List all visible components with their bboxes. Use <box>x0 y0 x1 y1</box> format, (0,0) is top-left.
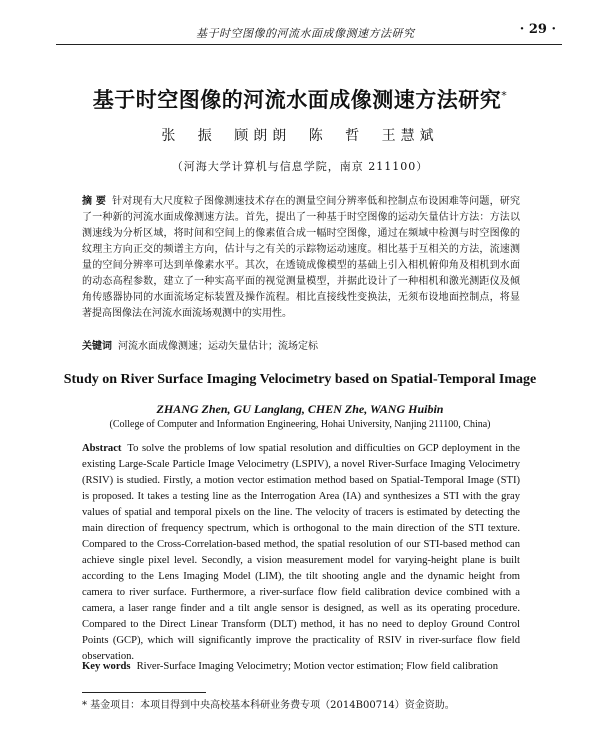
english-affiliation: (College of Computer and Information Engineering, Hohai University, Nanjing 211100, China) <box>109 419 491 430</box>
english-keywords-label: Key words <box>82 661 131 672</box>
running-title: 基于时空图像的河流水面成像测速方法研究 <box>196 27 415 40</box>
chinese-title <box>0 84 600 114</box>
english-abstract <box>82 441 520 665</box>
footnote-divider <box>82 692 206 693</box>
title-footnote-mark: * <box>501 89 508 102</box>
chinese-abstract-label: 摘 要 <box>82 196 107 207</box>
funding-footnote: * 基金项目：本项目得到中央高校基本科研业务费专项（2014B00714）资金资助。 <box>82 700 455 711</box>
chinese-keywords-label: 关键词 <box>82 341 112 352</box>
chinese-authors: 张 振 顾朗朗 陈 哲 王慧斌 <box>161 128 439 144</box>
chinese-affiliation: （河海大学计算机与信息学院，南京 211100） <box>171 160 429 173</box>
english-title: Study on River Surface Imaging Velocimetry based on Spatial-Temporal Image <box>63 372 537 387</box>
chinese-keywords-text: 河流水面成像测速；运动矢量估计；流场定标 <box>118 341 318 352</box>
english-keywords-text: River-Surface Imaging Velocimetry; Motion vector estimation; Flow field calibration <box>136 661 499 672</box>
english-abstract-label: Abstract <box>82 443 122 454</box>
english-authors: ZHANG Zhen, GU Langlang, CHEN Zhe, WANG Huibin <box>156 402 444 416</box>
chinese-abstract-text: 针对现有大尺度粒子图像测速技术存在的测量空间分辨率低和控制点布设困难等问题，研究了一种新的河流水面成像测速方法。首先，提出了一种基于时空图像的运动矢量估计方法：方法以测速线为分析区域，将时间和空间上的像素值合成一幅时空图像，通过在频域中检测与时空图像的纹理主方向正交的频谱主方向，估计与之有关的示踪物运动速度。相比基于互相关的方法，流速测量的空间分辨率可达到单像素水平。其次，在透镜成像模型的基础上引入相机俯仰角及相机到水面的动态高程参数，建立了一种实高平面的视觉测量模型，并据此设计了一种相机和激光测距仪及倾角传感器协同的水面流场定标装置及操作流程。相比直接线性变换法，无须布设地面控制点，将显著提高图像法在河流水面流场观测中的实用性。 <box>82 196 521 319</box>
english-abstract-text: To solve the problems of low spatial resolution and difficulties on GCP deployment in the existing Large-Scale Particle Image Velocimetry (LSPIV), a novel River-Surface Imaging Velocimetry (RSIV) is studied. Firstly, a motion vector estimation method based on Spatial-Temporal Image (STI) is proposed. It takes a testing line as the Interrogation Area (IA) and synthesizes a STI with the gray values of spatial and temporal pixels on the line. The velocity of tracers is estimated by detecting the main direction of frequency spectrum, which is orthogonal to the main direction of the STI texture. Compared to the Cross-Correlation-based method, the spatial resolution of our STI-based method can achieve single pixel level. Secondly, a vision measurement model for varying-height plane is built according to the Lens Imaging Model (LIM), the tilt shooting angle and the dynamic height from camera to river surface. Furthermore, a river-surface flow field calibration device combined with a camera, a laser range finder and a tilt angle sensor is designed, as well as its operating procedure. Compared to the Direct Linear Transform (DLT) method, it has no need to deploy Ground Control Points (GCP), which will significantly improve the practicality of RSIV in river-surface flow field observation. <box>82 443 520 662</box>
chinese-title-text: 基于时空图像的河流水面成像测速方法研究 <box>92 88 502 112</box>
chinese-abstract <box>82 194 520 322</box>
chinese-keywords <box>82 339 520 355</box>
page-number: · 29 · <box>519 22 556 37</box>
english-keywords <box>82 659 520 675</box>
running-header <box>56 18 562 45</box>
